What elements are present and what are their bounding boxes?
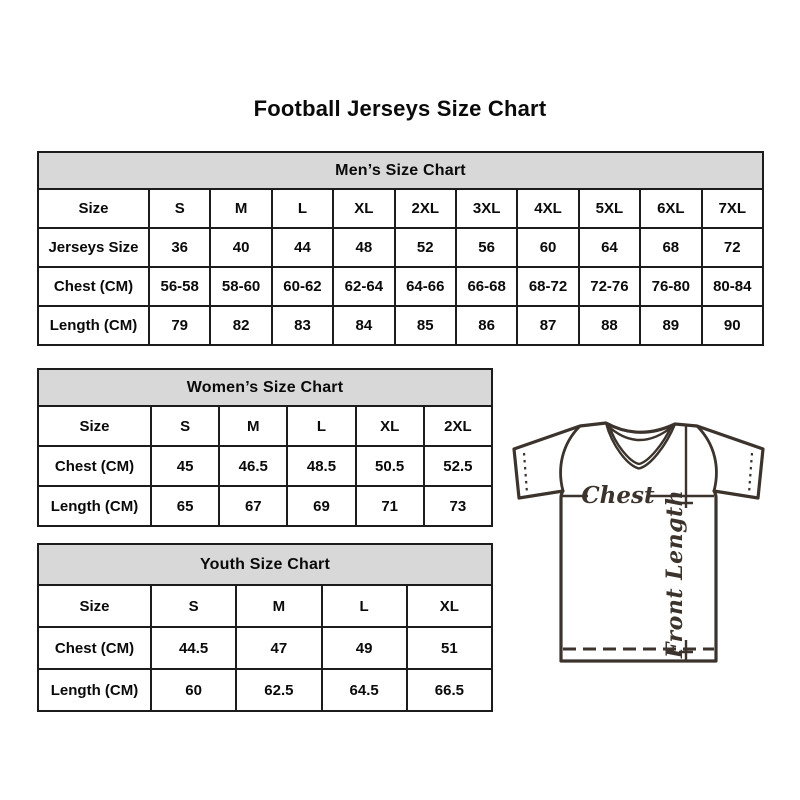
value-cell: 79 (149, 306, 210, 345)
value-cell: 62.5 (236, 669, 321, 711)
column-header: 7XL (702, 189, 763, 228)
column-header: XL (333, 189, 394, 228)
value-cell: 66-68 (456, 267, 517, 306)
value-cell: 86 (456, 306, 517, 345)
value-cell: 50.5 (356, 446, 424, 486)
table-row (38, 152, 763, 189)
value-cell: 87 (517, 306, 578, 345)
value-cell: 60 (151, 669, 236, 711)
row-label: Chest (CM) (38, 446, 151, 486)
table-row (38, 446, 492, 486)
value-cell: 51 (407, 627, 492, 669)
value-cell: 65 (151, 486, 219, 526)
value-cell: 56-58 (149, 267, 210, 306)
column-header: S (151, 406, 219, 446)
row-label: Chest (CM) (38, 627, 151, 669)
value-cell: 82 (210, 306, 271, 345)
value-cell: 52 (395, 228, 456, 267)
column-header: M (219, 406, 287, 446)
table-row (38, 585, 492, 627)
column-header: XL (356, 406, 424, 446)
value-cell: 47 (236, 627, 321, 669)
table-row (38, 669, 492, 711)
column-header: M (236, 585, 321, 627)
column-header: S (151, 585, 236, 627)
value-cell: 68-72 (517, 267, 578, 306)
value-cell: 69 (287, 486, 355, 526)
table-row (38, 189, 763, 228)
column-header: L (287, 406, 355, 446)
chest-label: Chest (581, 482, 655, 509)
column-header: XL (407, 585, 492, 627)
value-cell: 44 (272, 228, 333, 267)
value-cell: 49 (322, 627, 407, 669)
table-row (38, 306, 763, 345)
table-row (38, 544, 492, 585)
youth-table-title: Youth Size Chart (38, 544, 492, 585)
table-row (38, 627, 492, 669)
value-cell: 56 (456, 228, 517, 267)
value-cell: 64.5 (322, 669, 407, 711)
value-cell: 40 (210, 228, 271, 267)
value-cell: 66.5 (407, 669, 492, 711)
row-label: Size (38, 585, 151, 627)
youth-size-table (37, 543, 493, 712)
value-cell: 62-64 (333, 267, 394, 306)
value-cell: 60-62 (272, 267, 333, 306)
value-cell: 52.5 (424, 446, 492, 486)
column-header: S (149, 189, 210, 228)
value-cell: 89 (640, 306, 701, 345)
value-cell: 60 (517, 228, 578, 267)
value-cell: 72-76 (579, 267, 640, 306)
row-label: Length (CM) (38, 669, 151, 711)
column-header: L (322, 585, 407, 627)
jersey-measurement-diagram (496, 396, 796, 696)
value-cell: 73 (424, 486, 492, 526)
value-cell: 46.5 (219, 446, 287, 486)
front-length-label: Front Length (662, 489, 688, 659)
value-cell: 36 (149, 228, 210, 267)
value-cell: 76-80 (640, 267, 701, 306)
value-cell: 80-84 (702, 267, 763, 306)
row-label: Jerseys Size (38, 228, 149, 267)
table-row (38, 486, 492, 526)
column-header: 2XL (395, 189, 456, 228)
table-row (38, 406, 492, 446)
column-header: 6XL (640, 189, 701, 228)
womens-size-table (37, 368, 493, 527)
value-cell: 90 (702, 306, 763, 345)
row-label: Length (CM) (38, 486, 151, 526)
value-cell: 84 (333, 306, 394, 345)
column-header: 3XL (456, 189, 517, 228)
value-cell: 88 (579, 306, 640, 345)
row-label: Chest (CM) (38, 267, 149, 306)
row-label: Size (38, 406, 151, 446)
value-cell: 48.5 (287, 446, 355, 486)
value-cell: 64 (579, 228, 640, 267)
table-row (38, 228, 763, 267)
value-cell: 58-60 (210, 267, 271, 306)
column-header: 2XL (424, 406, 492, 446)
value-cell: 45 (151, 446, 219, 486)
value-cell: 68 (640, 228, 701, 267)
value-cell: 64-66 (395, 267, 456, 306)
column-header: 4XL (517, 189, 578, 228)
mens-table-title: Men’s Size Chart (38, 152, 763, 189)
value-cell: 71 (356, 486, 424, 526)
row-label: Size (38, 189, 149, 228)
value-cell: 85 (395, 306, 456, 345)
column-header: L (272, 189, 333, 228)
value-cell: 83 (272, 306, 333, 345)
womens-table-title: Women’s Size Chart (38, 369, 492, 406)
value-cell: 48 (333, 228, 394, 267)
value-cell: 44.5 (151, 627, 236, 669)
mens-size-table (37, 151, 764, 346)
value-cell: 67 (219, 486, 287, 526)
jersey-outline-icon (514, 423, 763, 661)
table-row (38, 369, 492, 406)
table-row (38, 267, 763, 306)
column-header: 5XL (579, 189, 640, 228)
page-title: Football Jerseys Size Chart (253, 96, 547, 121)
column-header: M (210, 189, 271, 228)
value-cell: 72 (702, 228, 763, 267)
row-label: Length (CM) (38, 306, 149, 345)
